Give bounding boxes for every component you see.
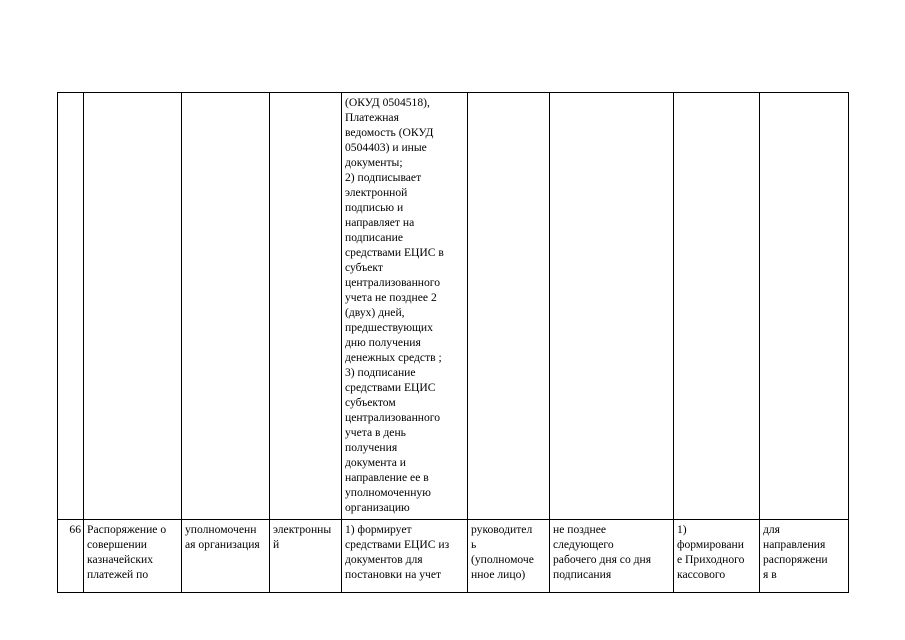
table-row bbox=[58, 520, 849, 593]
table-cell-number: 66 bbox=[58, 520, 84, 593]
table-cell-signer: руководител ь (уполномоче нное лицо) bbox=[468, 520, 550, 593]
table-cell-procedure: 1) формирует средствами ЕЦИС из документов для постановки на учет bbox=[342, 520, 468, 593]
table-cell-procedure: (ОКУД 0504518), Платежная ведомость (ОКУД 0504403) и иные документы; 2) подписывает электронной подписью и направляет на подписание средствами ЕЦИС в субъект централизованного учета не позднее 2 (двух) дней, предшествующих дню получения денежных средств ; 3) подписание средствами ЕЦИС субъектом централизованного учета в день получения документа и направление ее в уполномоченную организацию bbox=[342, 93, 468, 520]
table-cell-document-name: Распоряжение о совершении казначейских платежей по bbox=[84, 520, 182, 593]
document-table bbox=[57, 92, 849, 593]
table-row bbox=[58, 93, 849, 520]
table-cell-action bbox=[674, 93, 760, 520]
table-cell-form: электронны й bbox=[270, 520, 342, 593]
table-cell-document-name bbox=[84, 93, 182, 520]
table-cell-deadline bbox=[550, 93, 674, 520]
table-cell-responsible-org: уполномоченн ая организация bbox=[182, 520, 270, 593]
table-cell-responsible-org bbox=[182, 93, 270, 520]
table-cell-action: 1) формировани е Приходного кассового bbox=[674, 520, 760, 593]
table-cell-signer bbox=[468, 93, 550, 520]
table-cell-purpose: для направления распоряжени я в bbox=[760, 520, 849, 593]
table-cell-number bbox=[58, 93, 84, 520]
table-cell-purpose bbox=[760, 93, 849, 520]
table-cell-deadline: не позднее следующего рабочего дня со дня подписания bbox=[550, 520, 674, 593]
table-cell-form bbox=[270, 93, 342, 520]
